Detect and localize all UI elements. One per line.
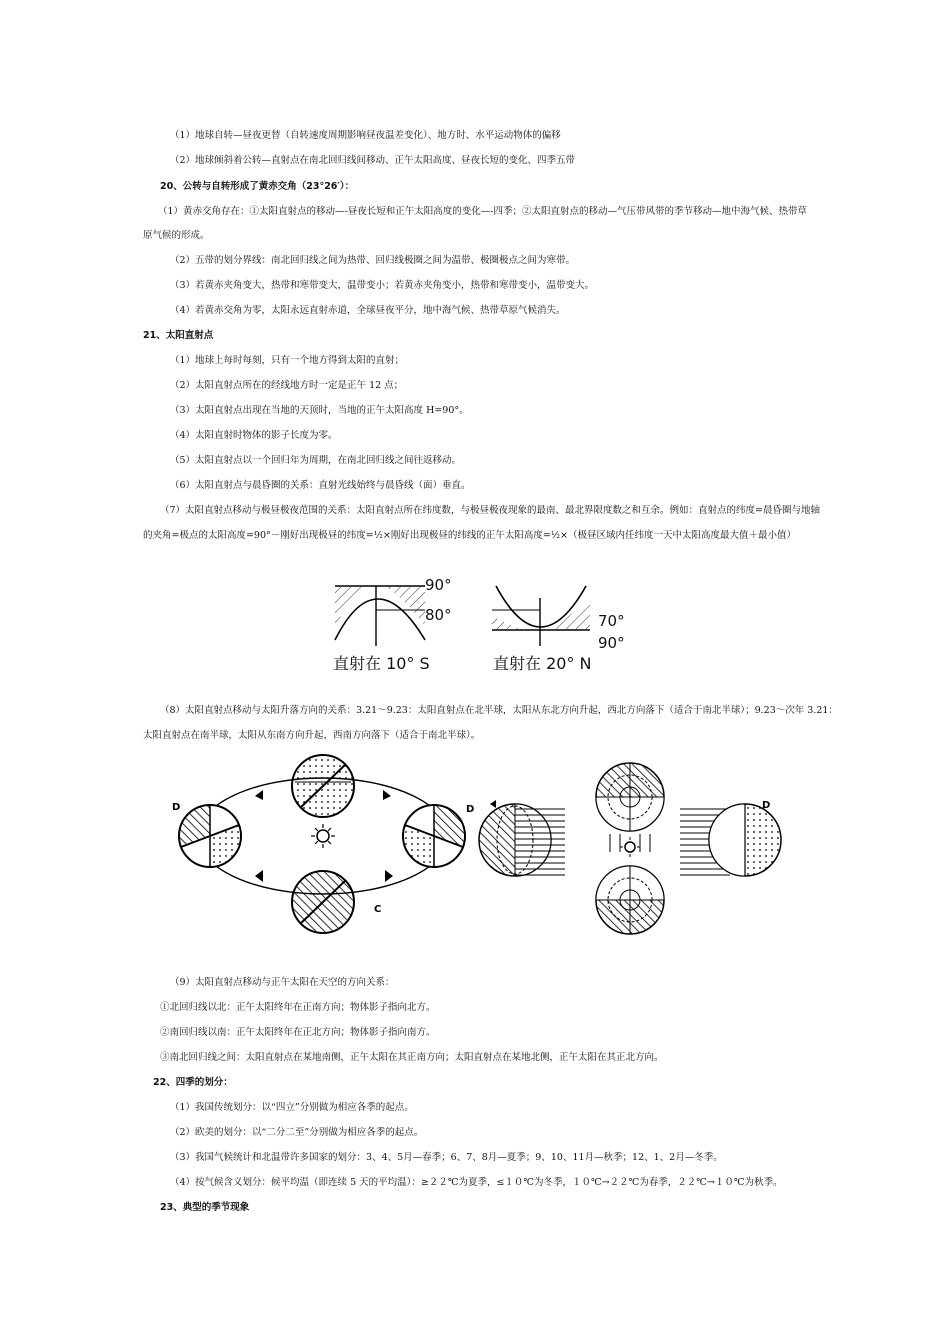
paragraph: （2）太阳直射点所在的经线地方时一定是正午 12 点； bbox=[170, 380, 404, 391]
sun-icon-right bbox=[620, 837, 640, 857]
section-heading-23: 23、典型的季节现象 bbox=[160, 1202, 250, 1213]
rays-globe-bottom bbox=[596, 866, 664, 934]
right-label-70: 70° bbox=[598, 612, 625, 630]
paragraph: 原气候的形成。 bbox=[143, 230, 210, 241]
polar-day-figure bbox=[320, 568, 640, 678]
rays-letter-right: D bbox=[762, 800, 771, 811]
orbit-figure bbox=[170, 752, 790, 942]
paragraph: （2）五带的划分界线：南北回归线之间为热带、回归线极圈之间为温带、极圈极点之间为寒带。 bbox=[170, 255, 576, 266]
paragraph: （2）地球倾斜着公转—直射点在南北回归线间移动、正午太阳高度、昼夜长短的变化、四季五带 bbox=[170, 155, 576, 166]
section-heading-20: 20、公转与自转形成了黄赤交角（23°26′）： bbox=[160, 181, 355, 192]
paragraph: ②南回归线以南：正午太阳终年在正北方向；物体影子指向南方。 bbox=[160, 1027, 436, 1038]
globe-top bbox=[292, 755, 354, 817]
orbit-letter-right: D bbox=[466, 804, 475, 815]
paragraph: （4）太阳直射时物体的影子长度为零。 bbox=[170, 430, 338, 441]
paragraph: （6）太阳直射点与晨昏圈的关系：直射光线始终与晨昏线（面）垂直。 bbox=[170, 480, 471, 491]
paragraph: （1）地球自转—昼夜更替（自转速度周期影响昼夜温差变化）、地方时、水平运动物体的偏移 bbox=[170, 130, 561, 141]
paragraph: （4）若黄赤交角为零，太阳永远直射赤道，全球昼夜平分，地中海气候、热带草原气候消失。 bbox=[170, 305, 566, 316]
paragraph: （2）欧美的划分：以“二分二至”分别做为相应各季的起点。 bbox=[170, 1127, 424, 1138]
paragraph: （3）太阳直射点出现在当地的天顶时，当地的正午太阳高度 H=90°。 bbox=[170, 405, 469, 416]
paragraph: （4）按气候含义划分：候平均温（即连续 5 天的平均温）：≥２２℃为夏季，≤１０℃为冬季，１０℃→２２℃为春季，２２℃→１０℃为秋季。 bbox=[170, 1177, 783, 1188]
rays-globe-right bbox=[680, 804, 781, 876]
section-heading-21: 21、太阳直射点 bbox=[143, 330, 214, 341]
paragraph: 太阳直射点在南半球，太阳从东南方向升起，西南方向落下（适合于南北半球）。 bbox=[143, 730, 481, 741]
paragraph: ③南北回归线之间：太阳直射点在某地南侧，正午太阳在其正南方向；太阳直射点在某地北侧，正午太阳在其正北方向。 bbox=[160, 1052, 664, 1063]
orbit-letter-left: D bbox=[172, 802, 181, 813]
globe-left bbox=[179, 805, 241, 867]
paragraph: （9）太阳直射点移动与正午太阳在天空的方向关系： bbox=[170, 977, 395, 988]
paragraph: ①北回归线以北：正午太阳终年在正南方向；物体影子指向北方。 bbox=[160, 1002, 436, 1013]
section-heading-22: 22、四季的划分： bbox=[153, 1077, 233, 1088]
rays-globe-left bbox=[479, 800, 565, 876]
orbit-letter-bottom: C bbox=[374, 904, 382, 915]
rays-globe-top bbox=[596, 763, 664, 831]
paragraph: 的夹角=极点的太阳高度=90°－刚好出现极昼的纬度=½×刚好出现极昼的纬线的正午太阳高度=½×（极昼区域内任纬度一天中太阳高度最大值＋最小值） bbox=[143, 530, 797, 541]
left-diagram bbox=[335, 586, 425, 646]
paragraph: （8）太阳直射点移动与太阳升落方向的关系：3.21～9.23：太阳直射点在北半球，太阳从东北方向升起，西北方向落下（适合于南北半球）；9.23～次年 3.21： bbox=[160, 705, 838, 716]
left-label-90: 90° bbox=[425, 576, 452, 594]
right-diagram bbox=[492, 586, 590, 646]
sun-icon bbox=[311, 824, 335, 848]
left-caption: 直射在 10° S bbox=[333, 654, 430, 673]
paragraph: （1）地球上每时每刻，只有一个地方得到太阳的直射； bbox=[170, 355, 405, 366]
right-label-90: 90° bbox=[598, 634, 625, 652]
paragraph: （1）黄赤交角存在：①太阳直射点的移动—-昼夜长短和正午太阳高度的变化—-四季；②太阳直射点的移动—气压带风带的季节移动—地中海气候、热带草 bbox=[158, 206, 807, 217]
paragraph: （1）我国传统划分：以“四立”分别做为相应各季的起点。 bbox=[170, 1102, 414, 1113]
right-caption: 直射在 20° N bbox=[493, 654, 592, 673]
globe-bottom bbox=[292, 871, 354, 933]
paragraph: （5）太阳直射点以一个回归年为周期，在南北回归线之间往返移动。 bbox=[170, 455, 462, 466]
paragraph: （3）我国气候统计和北温带许多国家的划分：3、4、5月—春季；6、7、8月—夏季；9、10、11月—秋季；12、1、2月—冬季。 bbox=[170, 1152, 723, 1163]
globe-right bbox=[403, 805, 465, 867]
left-label-80: 80° bbox=[425, 606, 452, 624]
paragraph: （7）太阳直射点移动与极昼极夜范围的关系：太阳直射点所在纬度数，与极昼极夜现象的最南、最北界限度数之和互余。例如：直射点的纬度=晨昏圈与地轴 bbox=[160, 505, 821, 516]
paragraph: （3）若黄赤夹角变大，热带和寒带变大，温带变小；若黄赤夹角变小，热带和寒带变小，温带变大。 bbox=[170, 280, 595, 291]
